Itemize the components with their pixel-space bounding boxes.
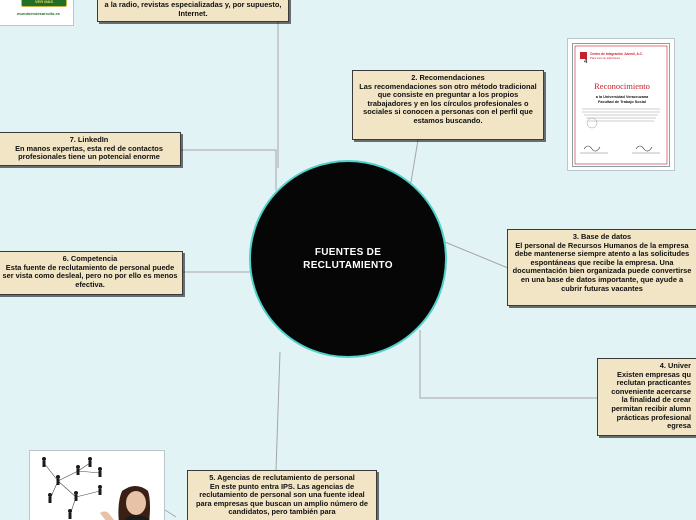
logo-url: mundoendesarrollo.es (17, 11, 60, 16)
certificate-image[interactable] (567, 38, 675, 171)
connector-5 (276, 352, 280, 470)
connector-photo (165, 510, 176, 517)
certificate-number: 4 (584, 59, 588, 65)
node-2-body: Las recomendaciones son otro método tradicional que consiste en preguntar a los propios trabajadores y en los círculos profesionales o sociales si conocen a personas con el perfil que estamos buscando. (359, 81, 537, 125)
node-4-title: 4. Univer (659, 361, 691, 370)
node-7-title: 7. LinkedIn (69, 135, 109, 144)
connector-3 (440, 240, 508, 268)
node-3-body: El personal de Recursos Humanos de la empresa debe mantenerse siempre atento a las solicitudes espontáneas que recibe la empresa. Una documentación bien organizada puede convertirse en una base de datos importante, que ayude a cubrir futuras vacantes (512, 240, 692, 293)
central-topic[interactable] (249, 160, 447, 358)
node-4-body: Existen empresas qu reclutan practicantes conveniente acercarse la finalidad de crear permitan recibir alumn prácticas profesional egresa (611, 369, 691, 431)
certificate-org: Centro de Integración Juvenil, A.C. (590, 52, 643, 56)
logo-badge-label: VER MÁS (34, 0, 54, 4)
network-links (44, 463, 100, 515)
node-1-medios[interactable] (97, 0, 289, 22)
certificate-org-sub: Para vivir sin adicciones (590, 56, 621, 60)
connector-2 (410, 140, 418, 188)
node-3-title: 3. Base de datos (572, 232, 632, 241)
node-6-body: Esta fuente de reclutamiento de personal puede ser vista como desleal, pero no por ello es menos efectiva. (2, 262, 178, 289)
certificate-logo-mark (580, 52, 587, 59)
node-2-title: 2. Recomendaciones (411, 73, 485, 82)
node-3-base-de-datos[interactable] (507, 229, 696, 306)
logo-badge (21, 0, 67, 7)
certificate-line-1: a la Universidad Veracruzana (595, 95, 649, 99)
network-people-image[interactable] (29, 450, 165, 520)
central-topic-title: FUENTES DE RECLUTAMIENTO (303, 247, 393, 271)
node-5-body: En este punto entra IPS. Las agencias de reclutamiento de personal son una fuente ideal para empresas que buscan un amplio número de candidatos, pero también para (195, 481, 369, 517)
node-2-recomendaciones[interactable] (352, 70, 544, 140)
woman-figure (100, 486, 158, 520)
connector-7 (180, 150, 276, 190)
node-4-universidades[interactable] (597, 358, 696, 436)
connector-4 (420, 330, 598, 398)
node-6-competencia[interactable] (0, 251, 183, 295)
node-7-linkedin[interactable] (0, 132, 181, 166)
node-1-body: a la radio, revistas especializadas y, por supuesto, Internet. (104, 0, 282, 18)
node-6-title: 6. Competencia (62, 254, 118, 263)
network-illustration (30, 451, 165, 520)
node-7-body: En manos expertas, esta red de contactos profesionales tiene un potencial enorme (15, 143, 163, 162)
logo-image[interactable] (0, 0, 74, 26)
node-5-title: 5. Agencias de reclutamiento de personal (209, 473, 355, 482)
node-5-agencias[interactable] (187, 470, 377, 520)
certificate-line-2: Facultad de Trabajo Social (598, 100, 646, 104)
certificate-heading: Reconocimiento (594, 81, 650, 91)
